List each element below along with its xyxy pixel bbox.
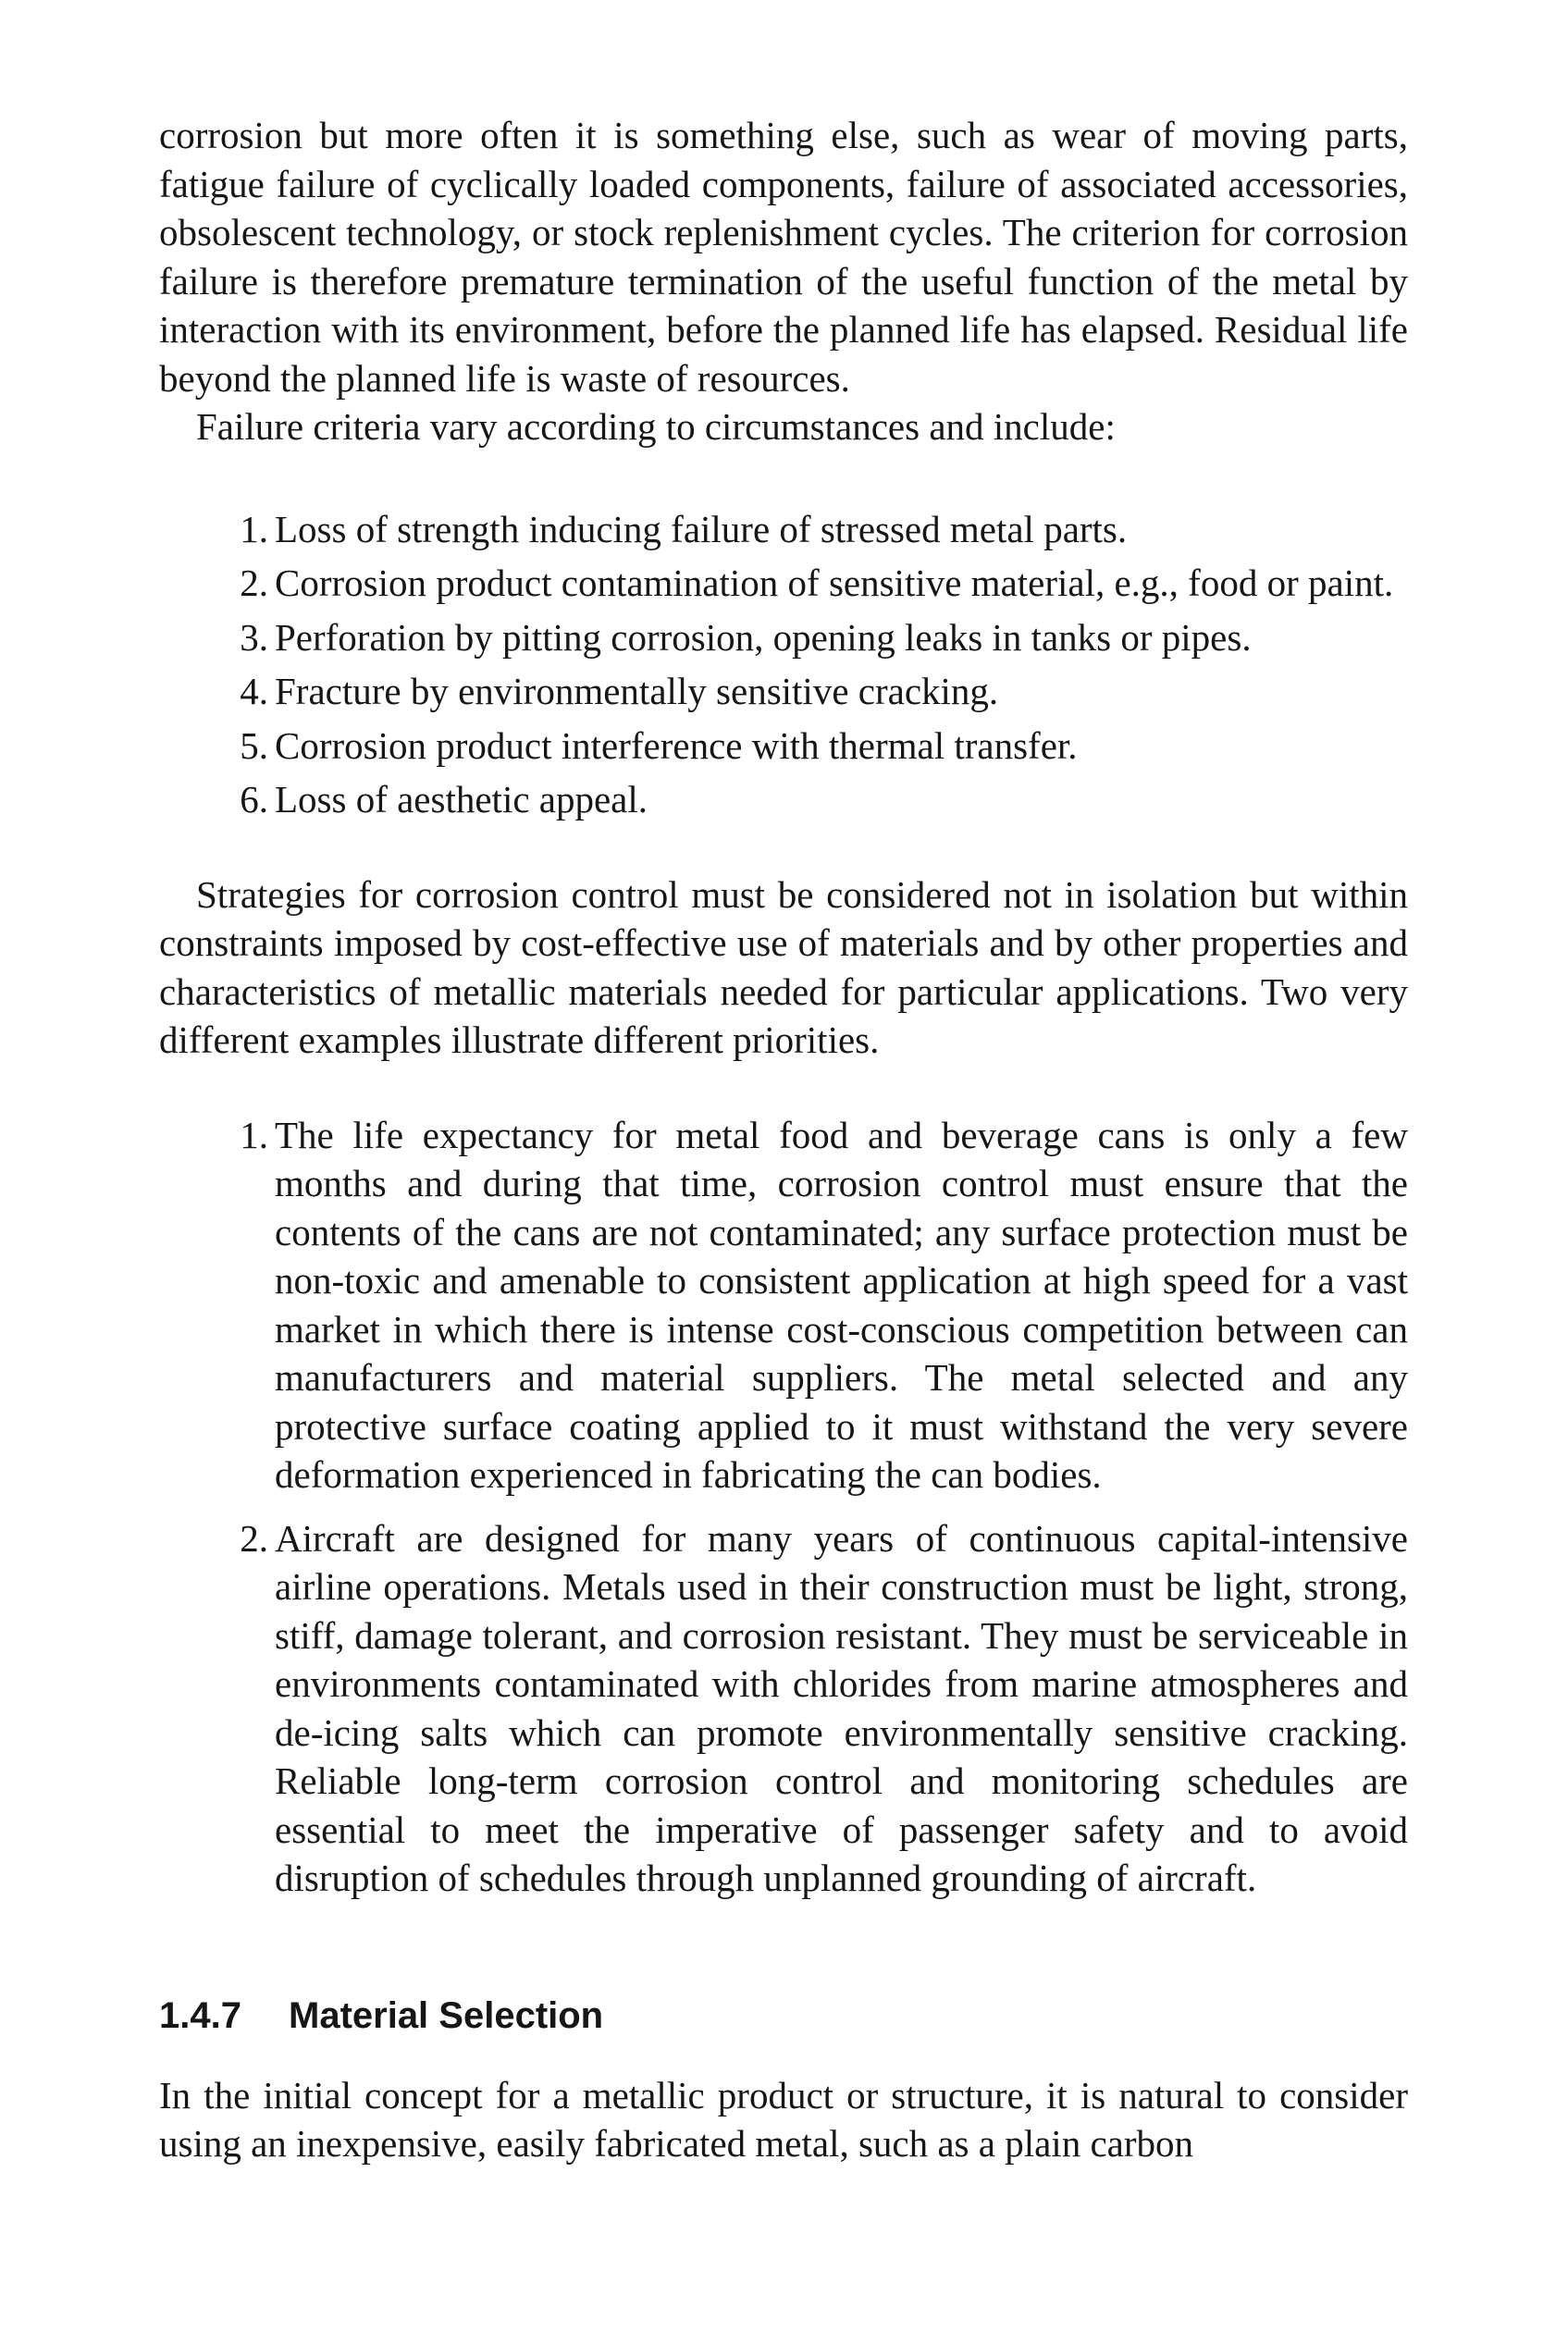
document-page	[159, 111, 1408, 2168]
section-number: 1.4.7	[159, 1994, 241, 2036]
list-item-number: 2.	[240, 1516, 268, 1560]
list-item-number: 4.	[240, 670, 268, 712]
list-item-text: Corrosion product interference with thermal transfer.	[275, 723, 1078, 767]
section-title: Material Selection	[289, 1994, 604, 2036]
paragraph-failure-criteria-intro: Failure criteria vary according to circumstances and include:	[196, 405, 1116, 448]
list-item-number: 3.	[240, 615, 268, 659]
list-item-text: The life expectancy for metal food and beverage cans is only a few months and during that time, corrosion control must ensure that the contents of the cans are not contaminated; any surface protection must be non-toxic and amenable to consistent application at high speed for a vast market in which there is intense cost-conscious competition between can manufacturers and material suppliers. The metal selected and any protective surface coating applied to it must withstand the very severe deformation experienced in fabricating the can bodies.	[275, 1113, 1408, 1496]
list-item	[159, 505, 1408, 554]
list-item	[159, 1111, 1408, 1500]
section-heading	[159, 1992, 1408, 2040]
list-item-number: 5.	[240, 723, 268, 767]
failure-criteria-list	[159, 505, 1408, 824]
list-item	[159, 559, 1408, 608]
list-item	[159, 722, 1408, 771]
list-item	[159, 667, 1408, 716]
paragraph-strategies: Strategies for corrosion control must be considered not in isolation but within constraints imposed by cost-effective use of materials and by other properties and characteristics of metallic materials needed for particular applications. Two very different examples illustrate different priorities.	[159, 872, 1408, 1061]
list-item-text: Aircraft are designed for many years of continuous capital-intensive airline operations. Metals used in their construction must be light, strong, stiff, damage tolerant, and corrosion resistant. They must be serviceable in environments contaminated with chlorides from marine atmospheres and de-icing salts which can promote environmentally sensitive cracking. Reliable long-term corrosion control and monitoring schedules are essential to meet the imperative of passenger safety and to avoid disruption of schedules through unplanned grounding of aircraft.	[275, 1516, 1408, 1899]
paragraph-material-selection: In the initial concept for a metallic product or structure, it is natural to consider using an inexpensive, easily fabricated metal, such as a plain carbon	[159, 2073, 1408, 2165]
list-item-text: Fracture by environmentally sensitive cracking.	[275, 670, 999, 712]
list-item-text: Loss of strength inducing failure of stressed metal parts.	[275, 507, 1128, 550]
list-item-number: 2.	[240, 562, 268, 604]
list-item	[159, 613, 1408, 662]
paragraph-failure-definition: corrosion but more often it is something else, such as wear of moving parts, fatigue failure of cyclically loaded components, failure of associated accessories, obsolescent technology, or stock replenishment cycles. The criterion for corrosion failure is therefore premature termination of the useful function of the metal by interaction with its environment, before the planned life has elapsed. Residual life beyond the planned life is waste of resources.	[159, 114, 1408, 400]
examples-list	[159, 1111, 1408, 1903]
list-item-text: Loss of aesthetic appeal.	[275, 778, 648, 821]
list-item-text: Corrosion product contamination of sensitive material, e.g., food or paint.	[275, 562, 1394, 604]
list-item	[159, 1514, 1408, 1903]
list-item-number: 1.	[240, 507, 268, 550]
list-item-number: 6.	[240, 778, 268, 821]
list-item	[159, 775, 1408, 824]
list-item-number: 1.	[240, 1113, 268, 1156]
list-item-text: Perforation by pitting corrosion, opening leaks in tanks or pipes.	[275, 615, 1252, 659]
